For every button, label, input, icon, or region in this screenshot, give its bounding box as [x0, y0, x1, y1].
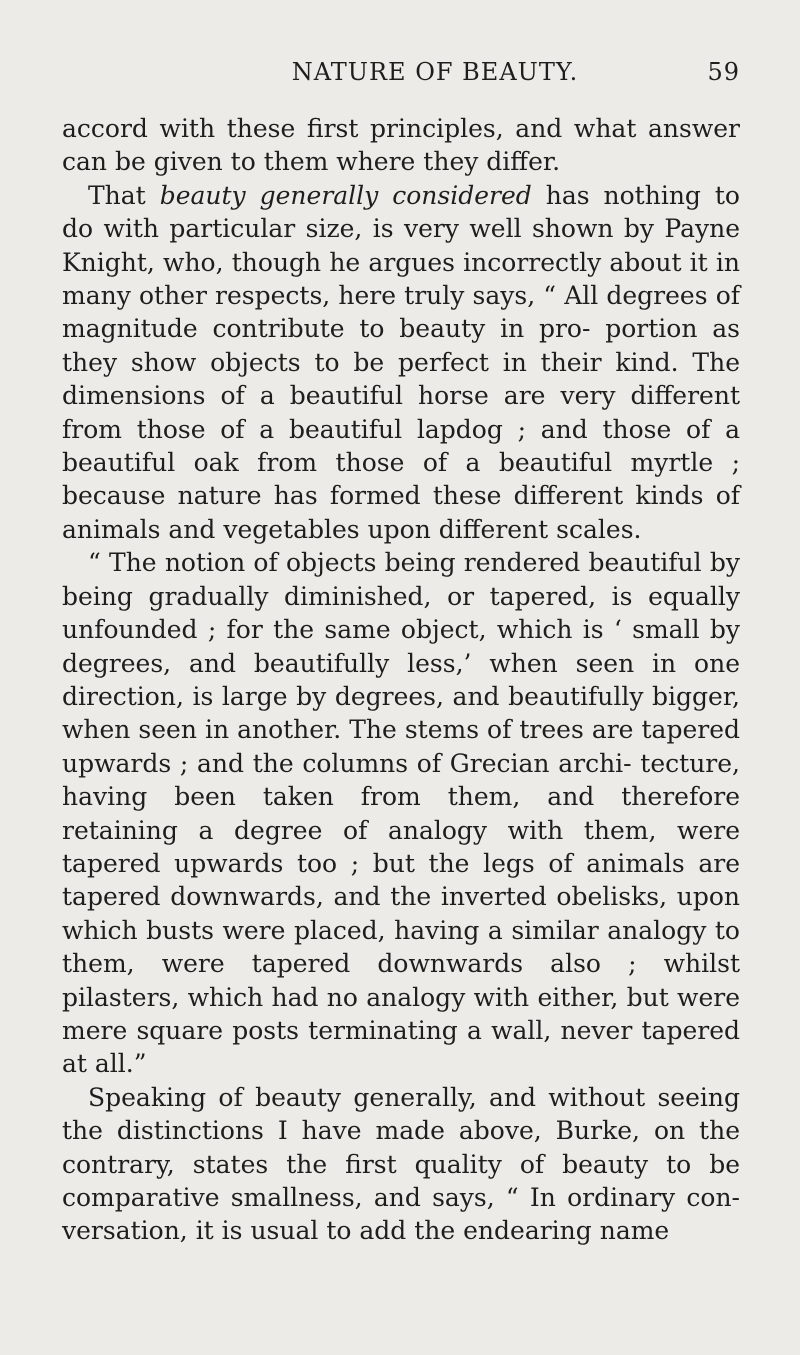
paragraph-3: “ The notion of objects being rendered beautiful by being gradually diminished, or tapered, is equally unfounded ; for the same object, which is ‘ small by degrees, and beautifully less,’ when seen in one direction, is large by degrees, and beautifully bigger, when seen in another. The stems of trees are tapered upwards ; and the columns of Grecian archi- tecture, having been taken from them, and therefore retaining a degree of analogy with them, were tapered upwards too ; but the legs of animals are tapered downwards, and the inverted obelisks, upon which busts were placed, having a similar analogy to them, were tapered downwards also ; whilst pilasters, which had no analogy with either, but were mere square posts terminating a wall, never tapered at all.”	[62, 548, 740, 1079]
body-text	[62, 112, 740, 1248]
paragraph-2-rest: has nothing to do with particular size, is very well shown by Payne Knight, who, though he argues incorrectly about it in many other respects, here truly says, “ All degrees of magnitude contribute to beauty in pro- portion as they show objects to be perfect in their kind. The dimensions of a beautiful horse are very different from those of a beautiful lapdog ; and those of a beautiful oak from those of a beautiful myrtle ; because nature has formed these different kinds of animals and vegetables upon different scales.	[62, 180, 740, 544]
italic-phrase: beauty generally considered	[159, 180, 532, 210]
paragraph-2	[62, 179, 740, 546]
paragraph-4: Speaking of beauty generally, and without seeing the distinctions I have made above, Burke, on the contrary, states the first quality of beauty to be comparative smallness, and says, “ In ordinary con- versation, it is usual to add the endearing name	[62, 1082, 740, 1246]
page-number: 59	[707, 58, 740, 86]
running-header	[60, 58, 740, 92]
paragraph-2-intro: That	[88, 180, 160, 210]
paragraph-1: accord with these first principles, and what answer can be given to them where they differ.	[62, 114, 740, 177]
running-title: NATURE OF BEAUTY.	[291, 58, 579, 86]
